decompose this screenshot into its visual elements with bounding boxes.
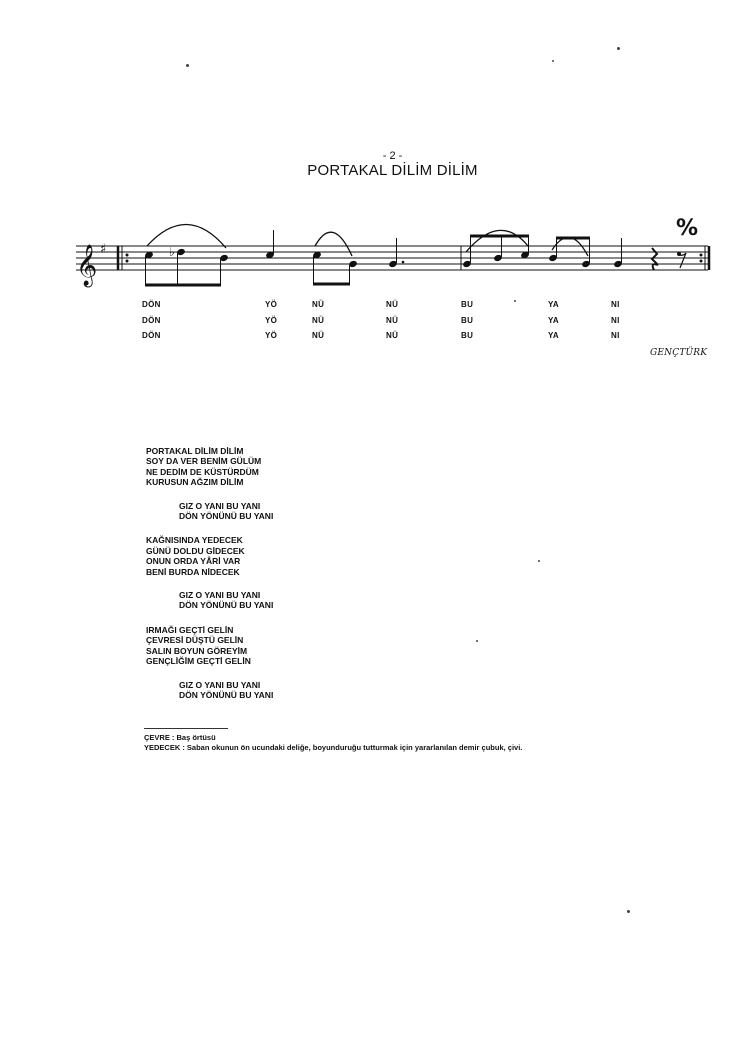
note-quarter-1 [265, 230, 275, 259]
syllable: YA [548, 316, 559, 325]
verse-line: SALIN BOYUN GÖREYİM [146, 645, 248, 656]
lyric-row [0, 300, 750, 312]
footnote: ÇEVRE : Baş örtüsü [144, 733, 216, 742]
eighth-rest-icon [677, 252, 686, 268]
stanza [146, 535, 273, 577]
scan-speck [514, 300, 516, 302]
note-group-3 [462, 230, 530, 268]
refrain [179, 501, 273, 522]
verse-line: IRMAĞI GEÇTİ GELİN [146, 624, 234, 635]
verse-line: KAĞNISINDA YEDECEK [146, 535, 243, 546]
verse-line: KURUSUN AĞZIM DİLİM [146, 477, 244, 488]
verse-line: SOY DA VER BENİM GÜLÜM [146, 456, 262, 467]
syllable: YA [548, 300, 559, 309]
scan-speck [538, 560, 540, 562]
verse-line: ONUN ORDA YÂRİ VAR [146, 556, 241, 567]
music-staff [0, 0, 750, 300]
scan-speck [552, 60, 554, 62]
scan-speck [186, 64, 189, 67]
stanza [146, 625, 273, 667]
syllable: NI [611, 300, 620, 309]
refrain-line: DÖN YÖNÜNÜ BU YANI [179, 689, 274, 700]
syllable: BU [461, 300, 474, 309]
syllable: NI [611, 331, 620, 340]
syllable: NÜ [312, 331, 325, 340]
segno-icon: % [676, 216, 699, 241]
syllable: NÜ [386, 300, 399, 309]
syllable: NÜ [312, 300, 325, 309]
verse-line: BENİ BURDA NİDECEK [146, 566, 240, 577]
song-title: PORTAKAL DİLİM DİLİM [307, 162, 478, 179]
verse-line: GENÇLİĞİM GEÇTİ GELİN [146, 656, 251, 667]
refrain-line: GIZ O YANI BU YANI [179, 679, 261, 690]
refrain-line: GIZ O YANI BU YANI [179, 590, 261, 601]
signature: GENÇTÜRK [650, 348, 708, 358]
footnote: YEDECEK : Saban okunun ön ucundaki deliğe, boyunduruğu tutturmak için yararlanılan demir çubuk, çivi. [144, 743, 523, 752]
verse-line: GÜNÜ DOLDU GİDECEK [146, 545, 245, 556]
lyric-row [0, 331, 750, 343]
refrain [179, 680, 273, 701]
syllable: BU [461, 331, 474, 340]
quarter-rest-icon [652, 248, 658, 270]
syllable: BU [461, 316, 474, 325]
syllable: YÖ [265, 316, 278, 325]
sharp-icon: ♯ [100, 242, 107, 257]
verse-line: NE DEDİM DE KÜSTÜRDÜM [146, 466, 259, 477]
scan-speck [476, 640, 478, 642]
syllable: NI [611, 316, 620, 325]
scan-speck [617, 47, 620, 50]
scan-speck [627, 910, 630, 913]
footnotes [144, 733, 544, 753]
refrain-line: DÖN YÖNÜNÜ BU YANI [179, 600, 274, 611]
lyric-row [0, 316, 750, 328]
syllable: DÖN [142, 300, 161, 309]
stanza [146, 446, 273, 488]
treble-clef-icon: 𝄞 [76, 245, 98, 286]
verse-line: ÇEVRESİ DÜŞTÜ GELİN [146, 635, 244, 646]
syllable: YA [548, 331, 559, 340]
verses [146, 446, 273, 714]
syllable: YÖ [265, 300, 278, 309]
syllable: NÜ [386, 331, 399, 340]
verse-line: PORTAKAL DİLİM DİLİM [146, 446, 244, 456]
note-group-1 [144, 224, 229, 285]
refrain-line: GIZ O YANI BU YANI [179, 500, 261, 511]
svg-text:♭: ♭ [169, 245, 175, 259]
note-quarter-2 [613, 238, 623, 268]
syllable: NÜ [312, 316, 325, 325]
refrain-line: DÖN YÖNÜNÜ BU YANI [179, 511, 274, 522]
syllable: NÜ [386, 316, 399, 325]
refrain [179, 590, 273, 611]
syllable: DÖN [142, 331, 161, 340]
syllable: YÖ [265, 331, 278, 340]
page-number: - 2 - [382, 150, 403, 162]
syllable: DÖN [142, 316, 161, 325]
footnote-divider [144, 728, 228, 729]
